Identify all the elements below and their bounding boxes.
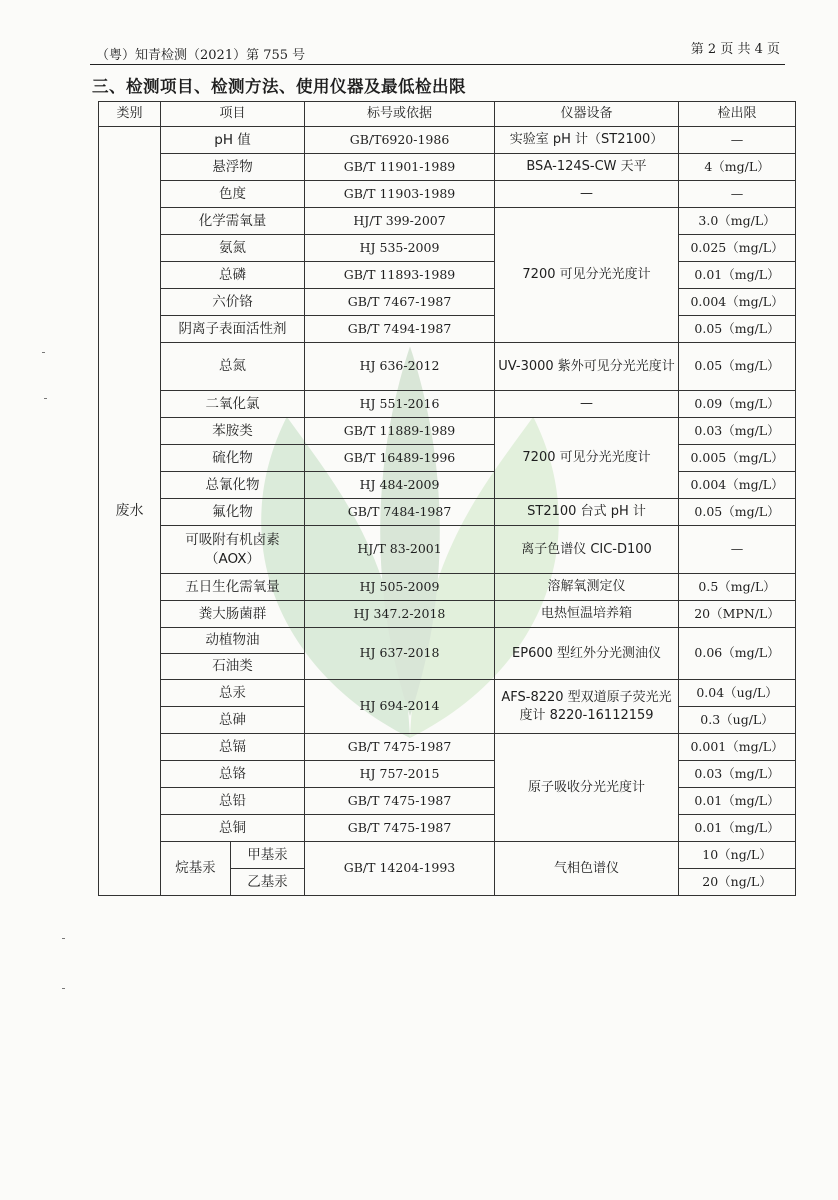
instrument-cell: 离子色谱仪 CIC-D100	[495, 526, 679, 574]
item-cell: 可吸附有机卤素（AOX）	[161, 526, 305, 574]
table-row	[99, 761, 796, 788]
limit-cell: —	[679, 181, 796, 208]
item-cell: 苯胺类	[161, 418, 305, 445]
table-row	[99, 154, 796, 181]
report-number: （粤）知青检测（2021）第 755 号	[96, 48, 306, 63]
standard-cell: HJ/T 83-2001	[305, 526, 495, 574]
table-row	[99, 343, 796, 391]
item-cell: 色度	[161, 181, 305, 208]
col-header-standard: 标号或依据	[305, 102, 495, 127]
standard-cell: HJ 505-2009	[305, 574, 495, 601]
table-row	[99, 445, 796, 472]
table-row	[99, 418, 796, 445]
limit-cell: 20（ng/L）	[679, 869, 796, 896]
scan-speck	[62, 938, 65, 939]
item-cell: 硫化物	[161, 445, 305, 472]
instrument-cell: 原子吸收分光光度计	[495, 734, 679, 842]
limit-cell: 0.004（mg/L）	[679, 472, 796, 499]
limit-cell: 0.09（mg/L）	[679, 391, 796, 418]
standard-cell: HJ 484-2009	[305, 472, 495, 499]
instrument-cell: —	[495, 181, 679, 208]
instrument-cell: UV-3000 紫外可见分光光度计	[495, 343, 679, 391]
category-cell: 废水	[99, 127, 161, 896]
item-cell: 总镉	[161, 734, 305, 761]
standard-cell: GB/T 7484-1987	[305, 499, 495, 526]
limit-cell: 0.004（mg/L）	[679, 289, 796, 316]
instrument-cell: 气相色谱仪	[495, 842, 679, 896]
limit-cell: —	[679, 526, 796, 574]
page-number: 第 2 页 共 4 页	[690, 42, 780, 57]
limit-cell: 0.5（mg/L）	[679, 574, 796, 601]
item-cell: 阴离子表面活性剂	[161, 316, 305, 343]
instrument-cell: AFS-8220 型双道原子荧光光度计 8220-16112159	[495, 680, 679, 734]
limit-cell: 0.3（ug/L）	[679, 707, 796, 734]
table-row	[99, 316, 796, 343]
limit-cell: 4（mg/L）	[679, 154, 796, 181]
standard-cell: GB/T 16489-1996	[305, 445, 495, 472]
table-row	[99, 601, 796, 628]
table-row	[99, 842, 796, 869]
item-cell: 总汞	[161, 680, 305, 707]
col-header-limit: 检出限	[679, 102, 796, 127]
item-cell: 烷基汞	[161, 842, 231, 896]
table-row	[99, 499, 796, 526]
standard-cell: GB/T 11901-1989	[305, 154, 495, 181]
table-row	[99, 235, 796, 262]
detection-table	[98, 101, 796, 896]
item-cell: 总铜	[161, 815, 305, 842]
standard-cell: GB/T 7494-1987	[305, 316, 495, 343]
standard-cell: HJ 757-2015	[305, 761, 495, 788]
limit-cell: 0.01（mg/L）	[679, 262, 796, 289]
item-cell: 悬浮物	[161, 154, 305, 181]
instrument-cell: 7200 可见分光光度计	[495, 208, 679, 343]
table-row	[99, 391, 796, 418]
table-row	[99, 472, 796, 499]
standard-cell: GB/T 11893-1989	[305, 262, 495, 289]
col-header-item: 项目	[161, 102, 305, 127]
limit-cell: 10（ng/L）	[679, 842, 796, 869]
limit-cell: 0.05（mg/L）	[679, 343, 796, 391]
item-cell: 总铬	[161, 761, 305, 788]
limit-cell: 0.05（mg/L）	[679, 316, 796, 343]
instrument-cell: ST2100 台式 pH 计	[495, 499, 679, 526]
limit-cell: —	[679, 127, 796, 154]
table-row	[99, 208, 796, 235]
scan-speck	[42, 352, 45, 353]
limit-cell: 0.01（mg/L）	[679, 815, 796, 842]
sub-item-cell: 乙基汞	[231, 869, 305, 896]
standard-cell: HJ 636-2012	[305, 343, 495, 391]
item-cell: 总砷	[161, 707, 305, 734]
limit-cell: 0.03（mg/L）	[679, 418, 796, 445]
limit-cell: 0.001（mg/L）	[679, 734, 796, 761]
section-title: 三、检测项目、检测方法、使用仪器及最低检出限	[92, 77, 466, 96]
limit-cell: 0.01（mg/L）	[679, 788, 796, 815]
table-row	[99, 127, 796, 154]
standard-cell: HJ 535-2009	[305, 235, 495, 262]
col-header-category: 类别	[99, 102, 161, 127]
instrument-cell: 溶解氧测定仪	[495, 574, 679, 601]
standard-cell: HJ/T 399-2007	[305, 208, 495, 235]
standard-cell: GB/T6920-1986	[305, 127, 495, 154]
item-cell: 总铅	[161, 788, 305, 815]
scan-speck	[44, 398, 47, 399]
standard-cell: HJ 694-2014	[305, 680, 495, 734]
limit-cell: 0.005（mg/L）	[679, 445, 796, 472]
instrument-cell: 电热恒温培养箱	[495, 601, 679, 628]
item-cell: 总氮	[161, 343, 305, 391]
table-row	[99, 526, 796, 574]
limit-cell: 0.05（mg/L）	[679, 499, 796, 526]
limit-cell: 0.04（ug/L）	[679, 680, 796, 707]
table-row	[99, 680, 796, 707]
standard-cell: GB/T 14204-1993	[305, 842, 495, 896]
item-cell: 石油类	[161, 654, 305, 680]
table-row	[99, 788, 796, 815]
item-cell: 二氧化氯	[161, 391, 305, 418]
standard-cell: GB/T 7467-1987	[305, 289, 495, 316]
table-row	[99, 181, 796, 208]
standard-cell: HJ 347.2-2018	[305, 601, 495, 628]
item-cell: pH 值	[161, 127, 305, 154]
standard-cell: HJ 637-2018	[305, 628, 495, 680]
item-cell: 粪大肠菌群	[161, 601, 305, 628]
col-header-instrument: 仪器设备	[495, 102, 679, 127]
limit-cell: 0.025（mg/L）	[679, 235, 796, 262]
item-cell: 五日生化需氧量	[161, 574, 305, 601]
item-cell: 氨氮	[161, 235, 305, 262]
item-cell: 动植物油	[161, 628, 305, 654]
standard-cell: GB/T 11903-1989	[305, 181, 495, 208]
standard-cell: GB/T 11889-1989	[305, 418, 495, 445]
item-cell: 氟化物	[161, 499, 305, 526]
instrument-cell: EP600 型红外分光测油仪	[495, 628, 679, 680]
item-cell: 总磷	[161, 262, 305, 289]
item-cell: 总氰化物	[161, 472, 305, 499]
limit-cell: 0.06（mg/L）	[679, 628, 796, 680]
table-row	[99, 262, 796, 289]
limit-cell: 20（MPN/L）	[679, 601, 796, 628]
table-header-row	[99, 102, 796, 127]
item-cell: 化学需氧量	[161, 208, 305, 235]
instrument-cell: —	[495, 391, 679, 418]
sub-item-cell: 甲基汞	[231, 842, 305, 869]
table-row	[99, 628, 796, 654]
table-row	[99, 574, 796, 601]
instrument-cell: 实验室 pH 计（ST2100）	[495, 127, 679, 154]
standard-cell: HJ 551-2016	[305, 391, 495, 418]
table-row	[99, 815, 796, 842]
limit-cell: 3.0（mg/L）	[679, 208, 796, 235]
scan-speck	[62, 988, 65, 989]
standard-cell: GB/T 7475-1987	[305, 815, 495, 842]
instrument-cell: BSA-124S-CW 天平	[495, 154, 679, 181]
limit-cell: 0.03（mg/L）	[679, 761, 796, 788]
header-rule	[90, 64, 785, 65]
table-row	[99, 289, 796, 316]
table-row	[99, 734, 796, 761]
standard-cell: GB/T 7475-1987	[305, 788, 495, 815]
item-cell: 六价铬	[161, 289, 305, 316]
standard-cell: GB/T 7475-1987	[305, 734, 495, 761]
instrument-cell: 7200 可见分光光度计	[495, 418, 679, 499]
